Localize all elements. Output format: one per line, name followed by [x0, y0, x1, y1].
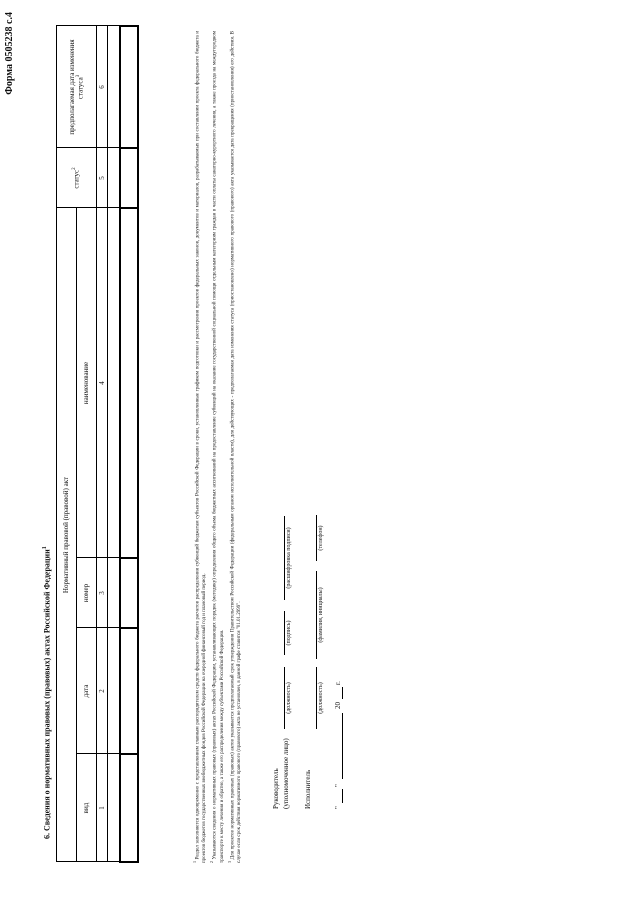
footnote — [192, 31, 209, 863]
footnote-text: Указываются сведения о нормативных правовых (правовых) актах Российской Федерации, устанавливающих порядок (методику) определения общего объема бюджетных ассигнований на предоставление субвенций на оказание государственной социальной помощи отдельным категориям граждан в части оплаты санаторно-курортного лечения, а также проезда на междугородном транспорте к месту лечения и обратно, а также его распределения между субъектами Российской Федерации. — [212, 30, 225, 863]
column-sup: 3 — [76, 74, 82, 78]
head-decipher-caption: (расшифровка подписи) — [286, 527, 292, 589]
head-signature-line[interactable] — [276, 611, 285, 655]
table-cell[interactable] — [120, 26, 138, 148]
table-cell[interactable] — [108, 26, 120, 148]
footnote — [227, 31, 244, 863]
column-header-date: дата — [77, 628, 97, 754]
header-group-cell: Нормативный правовой (правовой) акт — [57, 208, 77, 862]
table-cell[interactable] — [108, 208, 120, 558]
table-cell[interactable] — [108, 558, 120, 628]
column-number: 4 — [97, 208, 108, 558]
form-code: Форма 0505238 с.4 — [4, 12, 15, 95]
head-label-sub: (уполномоченное лицо) — [282, 738, 290, 809]
table-row — [108, 26, 120, 862]
executor-name-line[interactable] — [308, 571, 317, 659]
column-header-name: наименование — [77, 208, 97, 558]
section-title-text: 6. Сведения о нормативных правовых (правовых) актах Российской Федерации — [42, 549, 52, 839]
column-number: 6 — [97, 26, 108, 148]
table-cell[interactable] — [120, 148, 138, 208]
table-cell[interactable] — [120, 628, 138, 754]
executor-phone-caption: (телефон) — [318, 525, 324, 551]
normative-acts-table — [56, 25, 139, 863]
column-number: 5 — [97, 148, 108, 208]
table-cell[interactable] — [108, 148, 120, 208]
executor-label: Исполнитель — [304, 769, 312, 809]
date-year-suffix: г. — [334, 681, 342, 685]
column-header-kind: вид — [77, 754, 97, 862]
table-header-group-row — [57, 26, 77, 862]
column-number: 2 — [97, 628, 108, 754]
column-label: предполагаемая дата изменения статуса — [68, 39, 85, 135]
date-quote-open: " — [334, 806, 342, 809]
date-year-line[interactable] — [334, 687, 343, 699]
column-label: статус — [72, 169, 81, 189]
head-label: Руководитель — [272, 768, 280, 809]
column-numbers-row — [97, 26, 108, 862]
footnote-text: Для проектов нормативных правовых (правовых) актов указывается предполагаемый срок утверждения Правительством Российской Федерации (федеральным органом исполнительной власти), для действующих - предполагаемая дата изменения статуса (приостановлено) нормативного правового (правового) акта указывается дата прекращения (приостановления) его действия. В случае если срок действия нормативного правового (правового) акта не установлен, в данной графе ставится "01.01.2999". — [230, 30, 242, 863]
executor-name-caption: (фамилия, инициалы) — [318, 587, 324, 643]
column-number: 1 — [97, 754, 108, 862]
footnote — [209, 31, 226, 863]
table-row — [120, 26, 138, 862]
footnote-number: 1 — [192, 861, 197, 863]
date-day-line[interactable] — [334, 789, 343, 803]
footnote-number: 2 — [209, 861, 215, 863]
column-header-number: номер — [77, 558, 97, 628]
head-position-line[interactable] — [276, 667, 285, 729]
head-position-caption: (должность) — [286, 682, 292, 714]
table-cell[interactable] — [108, 754, 120, 862]
column-number: 3 — [97, 558, 108, 628]
date-year-prefix: 20 — [334, 702, 342, 709]
footnote-number: 3 — [226, 861, 232, 863]
head-signature-caption: (подпись) — [286, 620, 292, 646]
section-title — [42, 546, 52, 839]
footnote-text: Раздел заполняется одновременно с представлением главным распорядителем средств федерального бюджета расчетов распределения субвенций бюджетам субъектов Российской Федерации в сроки, установленные графиком подготовки и рассмотрения проектов федеральных законов, документов и материалов, разрабатываемых при составлении проекта федерального бюджета и проектов бюджетов государственных внебюджетных фондов Российской Федерации на очередной финансовый год и плановый период. — [195, 30, 208, 863]
date-quote-close: " — [334, 784, 342, 787]
executor-position-line[interactable] — [308, 667, 317, 729]
head-decipher-line[interactable] — [276, 516, 285, 600]
table-cell[interactable] — [120, 558, 138, 628]
table-cell[interactable] — [108, 628, 120, 754]
table-cell[interactable] — [120, 208, 138, 558]
column-header-change-date — [57, 26, 97, 148]
section-title-sup: 1 — [42, 546, 48, 550]
executor-phone-line[interactable] — [308, 515, 317, 561]
date-month-line[interactable] — [334, 713, 343, 779]
footnotes — [192, 31, 244, 863]
executor-position-caption: (должность) — [318, 682, 324, 714]
column-header-status — [57, 148, 97, 208]
table-cell[interactable] — [120, 754, 138, 862]
column-sup: 2 — [72, 167, 78, 170]
